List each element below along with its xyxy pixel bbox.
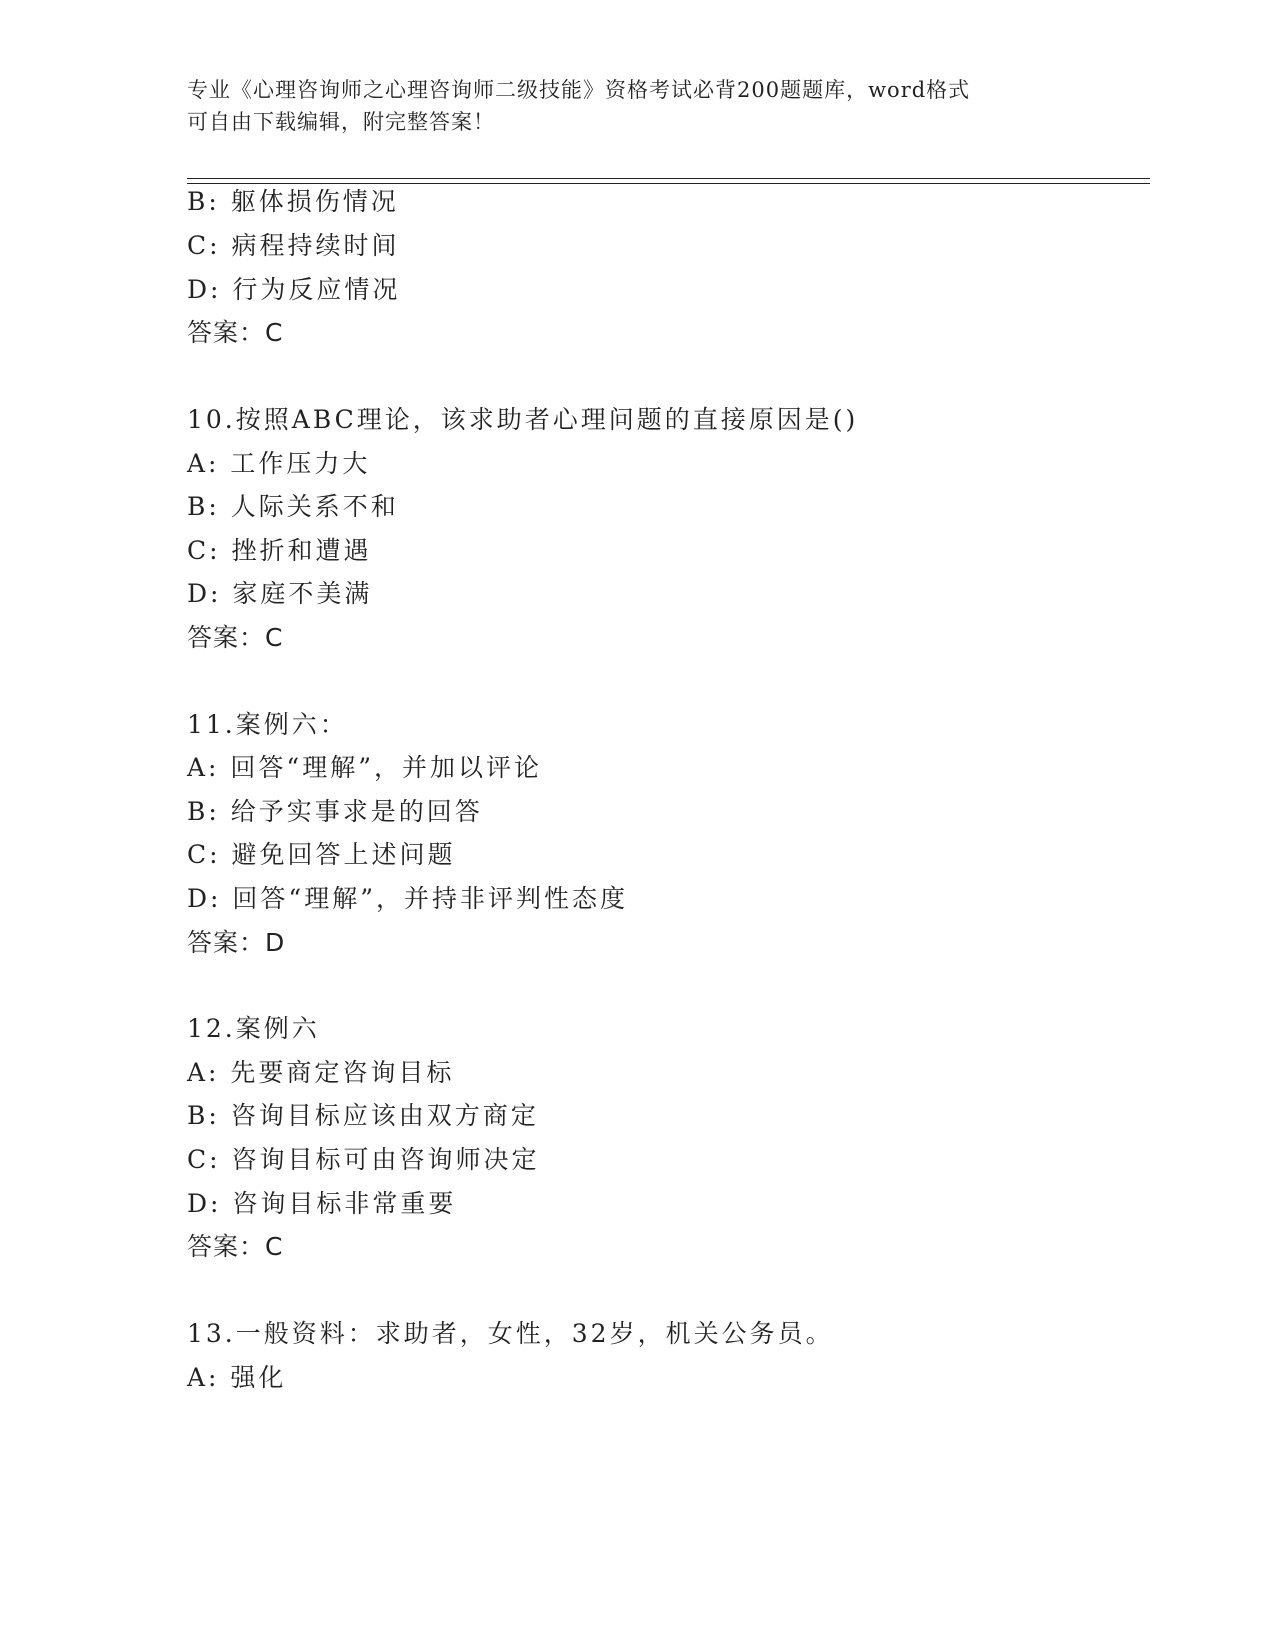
- header-divider-bottom: [187, 183, 1150, 184]
- option-line: D: 咨询目标非常重要: [187, 1189, 457, 1218]
- option-line: A: 先要商定咨询目标: [187, 1058, 455, 1087]
- option-line: B: 给予实事求是的回答: [187, 797, 483, 826]
- answer-line: 答案：C: [187, 1232, 284, 1261]
- option-line: D: 家庭不美满: [187, 579, 373, 608]
- option-line: C: 挫折和遭遇: [187, 536, 372, 565]
- option-line: B: 咨询目标应该由双方商定: [187, 1101, 539, 1130]
- option-line: A: 回答“理解”，并加以评论: [187, 753, 542, 782]
- option-line: D: 回答“理解”，并持非评判性态度: [187, 884, 628, 913]
- option-line: B: 躯体损伤情况: [187, 187, 399, 216]
- question-line: 13.一般资料：求助者，女性，32岁，机关公务员。: [187, 1319, 834, 1348]
- header-line-1: 专业《心理咨询师之心理咨询师二级技能》资格考试必背200题题库，word格式: [187, 78, 971, 102]
- question-line: 11.案例六：: [187, 710, 348, 739]
- option-line: C: 咨询目标可由咨询师决定: [187, 1145, 540, 1174]
- option-line: C: 避免回答上述问题: [187, 840, 456, 869]
- question-line: 10.按照ABC理论，该求助者心理问题的直接原因是(): [187, 405, 859, 434]
- header-divider-top: [187, 178, 1150, 179]
- answer-line: 答案：C: [187, 318, 284, 347]
- option-line: D: 行为反应情况: [187, 275, 401, 304]
- header-line-2: 可自由下载编辑，附完整答案！: [187, 110, 495, 134]
- option-line: A: 强化: [187, 1363, 287, 1392]
- option-line: B: 人际关系不和: [187, 492, 399, 521]
- answer-line: 答案：C: [187, 623, 284, 652]
- option-line: A: 工作压力大: [187, 449, 371, 478]
- question-line: 12.案例六: [187, 1014, 320, 1043]
- option-line: C: 病程持续时间: [187, 231, 400, 260]
- document-header: [187, 74, 1067, 138]
- answer-line: 答案：D: [187, 928, 286, 957]
